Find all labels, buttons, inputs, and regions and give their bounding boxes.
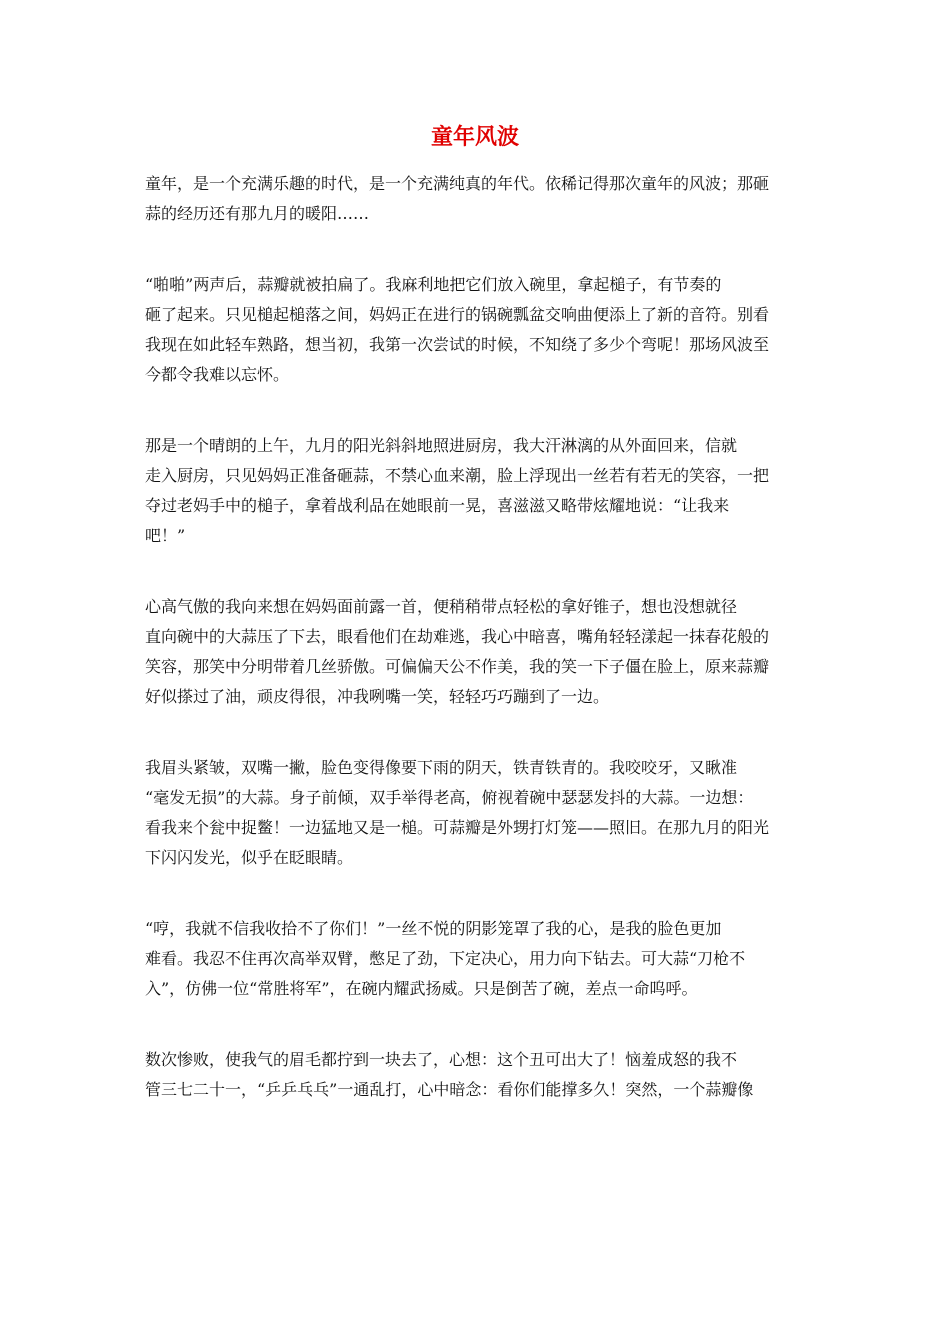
paragraph-6 xyxy=(145,914,805,1004)
text-line: 夺过老妈手中的槌子，拿着战利品在她眼前一晃，喜滋滋又略带炫耀地说：“让我来 xyxy=(145,496,730,515)
paragraph-4 xyxy=(145,592,805,712)
paragraph-7 xyxy=(145,1045,805,1105)
text-line: 走入厨房，只见妈妈正准备砸蒜，不禁心血来潮，脸上浮现出一丝若有若无的笑容，一把 xyxy=(145,466,770,485)
text-line: 管三七二十一，“乒乒乓乓”一通乱打，心中暗念：看你们能撑多久！突然，一个蒜瓣像 xyxy=(145,1080,754,1099)
text-line: 我眉头紧皱，双嘴一撇，脸色变得像要下雨的阴天，铁青铁青的。我咬咬牙，又瞅准 xyxy=(145,758,738,777)
paragraph-spacer xyxy=(145,873,805,914)
text-line: 看我来个瓮中捉鳖！一边猛地又是一槌。可蒜瓣是外甥打灯笼——照旧。在那九月的阳光 xyxy=(145,818,770,837)
text-line: 难看。我忍不住再次高举双臂，憋足了劲，下定决心，用力向下钻去。可大蒜“刀枪不 xyxy=(145,949,746,968)
paragraph-spacer xyxy=(145,229,805,270)
text-line: 我现在如此轻车熟路，想当初，我第一次尝试的时候，不知绕了多少个弯呢！那场风波至 xyxy=(145,335,770,354)
text-line: 数次惨败，使我气的眉毛都拧到一块去了，心想：这个丑可出大了！恼羞成怒的我不 xyxy=(145,1050,738,1069)
document-body xyxy=(145,169,805,1105)
paragraph-5 xyxy=(145,753,805,873)
text-line: 心高气傲的我向来想在妈妈面前露一首，便稍稍带点轻松的拿好锥子，想也没想就径 xyxy=(145,597,738,616)
text-line: “哼，我就不信我收拾不了你们！”一丝不悦的阴影笼罩了我的心，是我的脸色更加 xyxy=(145,919,722,938)
text-line: “啪啪”两声后，蒜瓣就被拍扁了。我麻利地把它们放入碗里，拿起槌子，有节奏的 xyxy=(145,275,722,294)
paragraph-3 xyxy=(145,431,805,551)
text-line: 童年，是一个充满乐趣的时代，是一个充满纯真的年代。依稀记得那次童年的风波；那砸 xyxy=(145,174,770,193)
paragraph-1 xyxy=(145,169,805,229)
text-line: 今都令我难以忘怀。 xyxy=(145,365,290,384)
text-line: 直向碗中的大蒜压了下去，眼看他们在劫难逃，我心中暗喜，嘴角轻轻漾起一抹春花般的 xyxy=(145,627,770,646)
paragraph-spacer xyxy=(145,712,805,753)
paragraph-spacer xyxy=(145,551,805,592)
text-line: 好似搽过了油，顽皮得很，冲我咧嘴一笑，轻轻巧巧蹦到了一边。 xyxy=(145,687,610,706)
text-line: 吧！” xyxy=(145,526,186,545)
paragraph-spacer xyxy=(145,1004,805,1045)
paragraph-spacer xyxy=(145,390,805,431)
paragraph-2 xyxy=(145,270,805,390)
text-line: 下闪闪发光，似乎在眨眼睛。 xyxy=(145,848,354,867)
document-title: 童年风波 xyxy=(430,125,519,150)
text-line: 笑容，那笑中分明带着几丝骄傲。可偏偏天公不作美，我的笑一下子僵在脸上，原来蒜瓣 xyxy=(145,657,770,676)
text-line: 那是一个晴朗的上午，九月的阳光斜斜地照进厨房，我大汗淋漓的从外面回来，信就 xyxy=(145,436,738,455)
text-line: 蒜的经历还有那九月的暖阳…… xyxy=(145,204,370,223)
text-line: “毫发无损”的大蒜。身子前倾，双手举得老高，俯视着碗中瑟瑟发抖的大蒜。一边想： xyxy=(145,788,754,807)
text-line: 入”，仿佛一位“常胜将军”，在碗内耀武扬威。只是倒苦了碗，差点一命呜呼。 xyxy=(145,979,698,998)
text-line: 砸了起来。只见槌起槌落之间，妈妈正在进行的锅碗瓢盆交响曲便添上了新的音符。别看 xyxy=(145,305,770,324)
